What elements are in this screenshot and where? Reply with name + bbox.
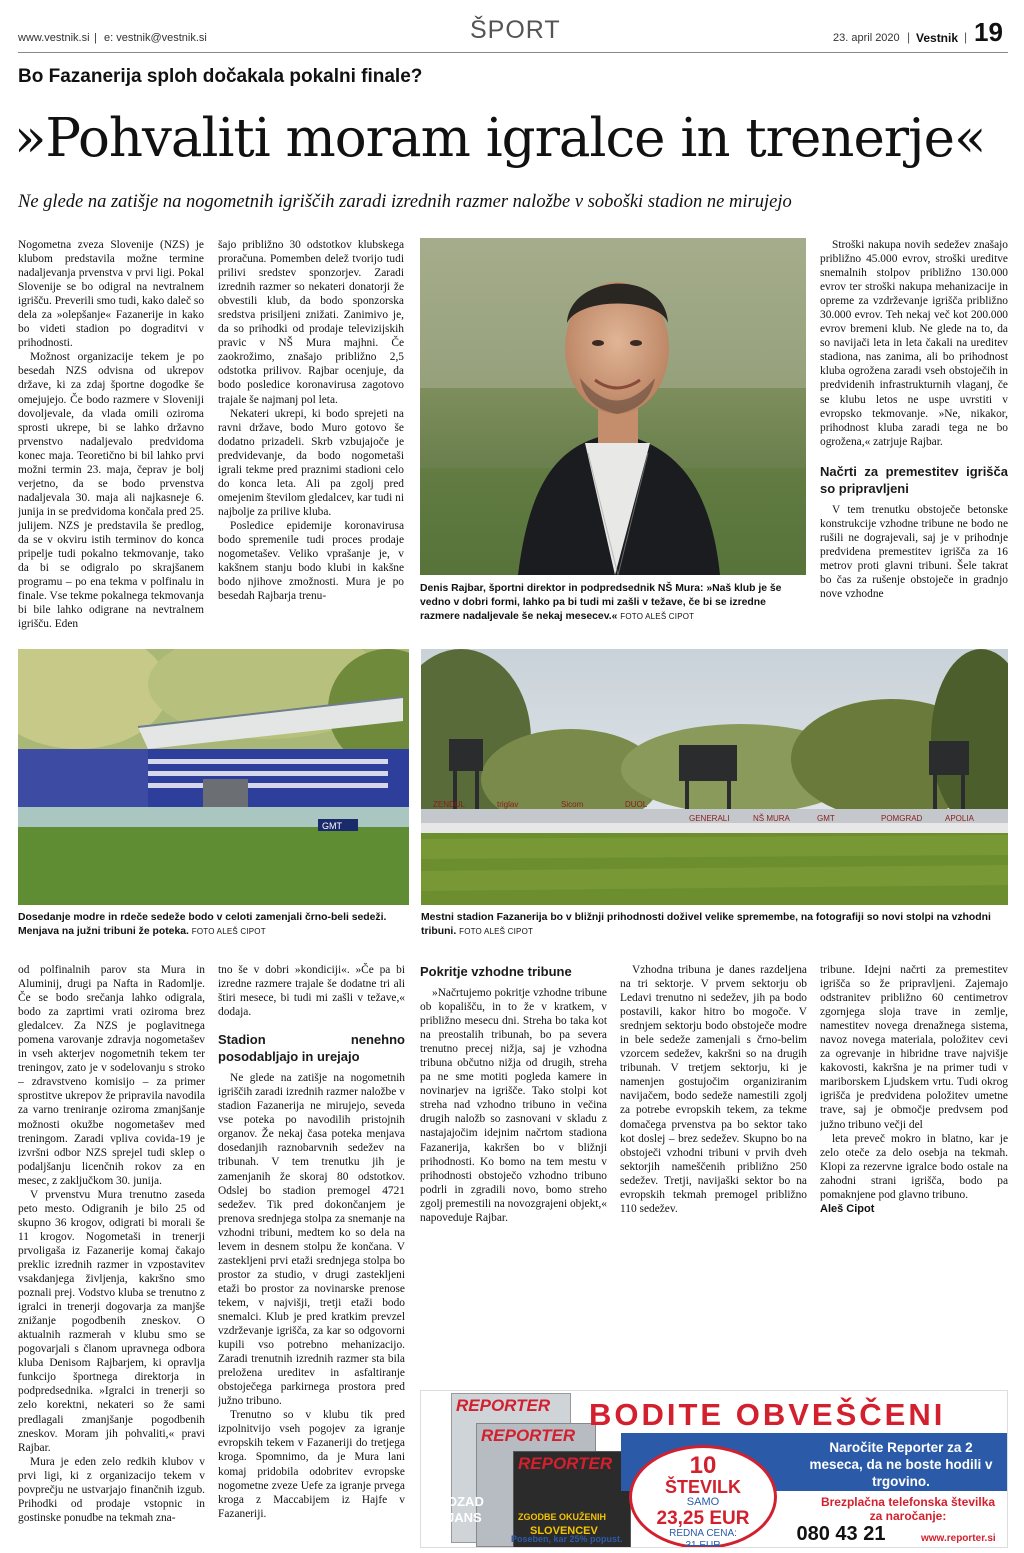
stadium-sign: triglav — [497, 800, 519, 809]
column-b4 — [620, 963, 807, 1383]
stadium-sign: POMGRAD — [881, 814, 923, 823]
stadium-sign: GENERALI — [689, 814, 730, 823]
article-kicker: Bo Fazanerija sploh dočakala pokalni finale? — [18, 66, 423, 87]
ad-headline: BODITE OBVEŠČENI — [589, 1397, 946, 1432]
stadium-sign: APOLIA — [945, 814, 974, 823]
paragraph: Vzhodna tribuna je danes razdeljena na tri sektorje. V prvem sektorju ob Ledavi trenutno ni sedežev, jih pa bodo postavili, kakor hitro bo mogoče. V srednjem sektorju bodo obstoječe modre in bele sedeže zamenjali s črno-belim vzorcem sedežev, kakršni so na drugih tribunah. V tretjem sektorju, ki je namenjen gostujočim organiziranim navijačem, bodo sedeže namestili zgolj za potrebe evropskih tekem, za tekme domačega prvenstva pa bo sektor tako kot doslej – brez sedežev. Skupno bo na obstoječi vzhodni tribuni v prvih dveh sektorjih nameščenih približno 250 sedežev. Tretji, navijaški sektor bo na evropskih tekmah premogel približno 110 sedežev. — [620, 964, 807, 1215]
header-rule — [18, 52, 1008, 53]
paragraph: Ne glede na zatišje na nogometnih igriščih zaradi izrednih razmer naložbe v stadion Fazanerija ne mirujejo, seveda vse poteka po navodilih pristojnih organov. Že nekaj časa poteka menjava dosedanjih raznobarvnih sedežev na tribunah. V tem trenutku jih je zamenjanih že skoraj 80 odstotkov. Odslej bo stadion premogel 4721 sedežev. Tik pred dokončanjem je prenova srednjega stolpa za snemanje na vzhodni tribuni, medtem ko so dela na levem in desnem stolpu že končana. V zastekljeni prvi etaži srednjega stolpa bo prostor za studio, v drugi zastekljeni etaži bo prostor za novinarske prenose tekem, v najvišji, tretji etaži bodo snemalci. Klub je pred kratkim prevzel vzdrževanje igrišča, za kar so odgovorni kupili vso potrebno mehanizacijo. Zaradi trenutnih izrednih razmer sta bila preložena ureditev in asfaltiranje obstoječega parkirnega prostora pred južno tribuno. — [218, 1072, 405, 1408]
cover-masthead: REPORTER — [481, 1426, 576, 1445]
stadium-east-image — [421, 649, 1008, 905]
ad-discount: Poseben, kar 25% popust. — [511, 1534, 623, 1544]
paragraph: tribune. Idejni načrti za premestitev igrišča so že pripravljeni. Zajemajo odstranitev približno 60 centimetrov zgornjega sloja trave in zemlje, namestitev novega drenažnega sistema, navoz novega materiala, položitev cevi za ogrevanje in hibridne trave najvišje kakovosti, kakršna je na primer tudi v mariborskem Ljudskem vrtu. Tudi okrog igrišča je predvidena položitev umetne trave, saj je območje predvsem pod južno tribuno večji del — [820, 964, 1008, 1131]
paragraph: Nogometna zveza Slovenije (NZS) je klubom predstavila možne termine nadaljevanja prvenstva v prvi ligi. Pokal Slovenije se bo odigral na nevtralnem igrišču. Preverili smo tudi, kako daleč so dela za »olepšanje« Fazanerije in kako bo videti stadion po dograditvi v prihodnosti. — [18, 239, 204, 350]
page-number: 19 — [974, 17, 1003, 47]
badge-regular-price: 31 EUR — [685, 1540, 721, 1548]
ad-url[interactable]: www.reporter.si — [921, 1533, 996, 1544]
header-sep-3: | — [964, 30, 968, 44]
author-signature: Aleš Cipot — [820, 1202, 875, 1215]
column-1 — [18, 238, 204, 638]
paragraph: V tem trenutku obstoječe betonske konstrukcije vzhodne tribune ne bodo ne rušili ne dograjevali, saj je v prihodnje predvidena premestitev igrišča za 16 metrov proti glavni tribuni. Šele takrat bo čas za rušenje obstoječe in gradnjo nove vzhodne — [820, 503, 1008, 600]
stadium-photo-east — [421, 649, 1008, 905]
subheading: Pokritje vzhodne tribune — [420, 964, 572, 979]
cover-headline: SLOVENCEV — [530, 1525, 598, 1537]
portrait-credit: FOTO ALEŠ CIPOT — [620, 612, 695, 621]
cover-masthead: REPORTER — [456, 1396, 551, 1415]
paragraph: Možnost organizacije tekem je po besedah NZS odvisna od ukrepov države, ki za zdaj športne dogodke še omejujejo. Če bodo razmere v Sloveniji dovoljevale, da vlada omili oziroma sprosti ukrepe, bi se lahko državno prvenstvo nadaljevalo predvidoma konec maja. Teoretično bi bil lahko prvi možni termin 23. maja, čeprav je bolj verjetno, da se bodo prvenstva nadaljevala 30. maja ali najkasneje 6. junija in se predvidoma končala pred 25. julijem. NZS je predstavila še predlog, da se v okviru istih terminov do konca pripelje tudi pokalno tekmovanje, tako da bi se odigralo po skrajšanem programu – po ena tekma v polfinalu in finale. Vse tekme pokalnega tekmovanja bi bile lahko odigrane na nevtralnem igrišču. Eden — [18, 351, 204, 631]
paragraph: V prvenstvu Mura trenutno zaseda peto mesto. Odigranih je bilo 25 od skupno 36 krogov, odigrati bi morali še 11 krogov. Nogometaši in trenerji prvoligaša iz Fazanerije komaj čakajo preklic izrednih razmer in vzpostavitev vsakdanjega življenja, kakršno smo poznali prej. Vodstvo kluba se trenutno z igralci in trenerji dogovarja za manjše znižanje pogodbenih zneskov. O aktualnih razmerah v klubu smo se pogovarjali s članom upravnega odbora kluba Denisom Rajbarjem, ki opravlja funkcijo športnega direktorja in podpredsednika. »Igralci in trenerji so zelo korektni, nekateri so že sami predlagali zmanjšanje pogodbenih zneskov. Moram jih pohvaliti,« pravi Rajbar. — [18, 1188, 205, 1454]
header-bar — [0, 0, 1024, 60]
paragraph: Stroški nakupa novih sedežev znašajo približno 45.000 evrov, stroški ureditve snemalnih stolpov približno 130.000 evrov ter stroški nakupa mehanizacije in opreme za vzdrževanje igrišča približno 30.000 evrov. Teh nekaj več kot 200.000 evrov bremeni klub. Ne glede na to, da so navijači leta in leta čakali na ureditev stadiona, nas zanima, ali bo prihodnost kluba ogrožena zaradi vseh obstoječih in predvidenih infrastrukturnih vlaganj, če se klubu letos ne uspe uvrstiti v evropsko tekmovanje. »Ne, nikakor, prihodnost kluba zaradi tega ne bo ogrožena,« zatrjuje Rajbar. — [820, 239, 1008, 448]
paragraph: Posledice epidemije koronavirusa bodo spremenile tudi proces prodaje nogometašev. Veliko vprašanje je, v kakšnem stanju bodo klubi in kakšne bodo njihove zmožnosti. Mura je po besedah Rajbarja trenu- — [218, 519, 404, 603]
column-2 — [218, 238, 404, 638]
stadium-sign: ZENDUL — [433, 800, 466, 809]
stadium-sign: Sicom — [561, 800, 584, 809]
header-brand: Vestnik — [916, 31, 959, 45]
column-b2 — [218, 963, 405, 1548]
header-separator: | — [94, 32, 97, 44]
ad-price-badge — [629, 1445, 777, 1548]
paragraph: šajo približno 30 odstotkov klubskega proračuna. Pomemben delež tvorijo tudi prilivi sredstev sponzorjev. Zaradi izrednih razmer so nekateri donatorji že obvestili klub, da bodo sponzorska sredstva prisiljeni znižati. Zanimivo je, da so prihodki od prodaje televizijskih pravic v NŠ Mura majhni. Če zaokrožimo, znašajo približno 2,5 odstotka prilivov. Rajbar ocenjuje, da bodo posledice koronavirusa zagotovo trajale še najmanj pol leta. — [218, 239, 404, 406]
header-sep-2: | — [907, 30, 911, 44]
header-site[interactable]: www.vestnik.si — [18, 32, 90, 44]
badge-price: 23,25 EUR — [656, 1508, 750, 1529]
portrait-photo — [420, 238, 806, 575]
ad-phone-label: Brezplačna telefonska številka za naročanje: — [820, 1495, 996, 1523]
caption-south-tribune — [18, 911, 409, 939]
column-b3 — [420, 963, 607, 1383]
article-lead: Ne glede na zatišje na nogometnih igriščih zaradi izrednih razmer naložbe v soboški stadion ne mirujejo — [18, 192, 792, 212]
subheading: Stadion nenehno posodabljajo in urejajo — [218, 1032, 405, 1065]
cover-line: OZAD — [447, 1494, 484, 1509]
ad-phone-number[interactable]: 080 43 21 — [796, 1523, 886, 1545]
caption-text: Dosedanje modre in rdeče sedeže bodo v celoti zamenjali črno-beli sedeži. Menjava na južni tribuni že poteka. — [18, 912, 387, 937]
subheading: Načrti za premestitev igrišča so pripravljeni — [820, 463, 1008, 496]
header-date: 23. april 2020 — [833, 32, 900, 44]
stadium-sign: GMT — [817, 814, 835, 823]
column-b1 — [18, 963, 205, 1548]
stadium-sign: NŠ MURA — [753, 814, 790, 823]
section-title: ŠPORT — [470, 16, 561, 44]
paragraph: Mura je eden zelo redkih klubov v prvi ligi, ki z organizacijo tekem v povprečju ne ustvarjajo finančnih izgub. Prihodki od prodaje vstopnic in gostinske ponudbe na tekmah zna- — [18, 1455, 205, 1524]
paragraph: tno še v dobri »kondiciji«. »Če pa bi izredne razmere trajale še dodatne tri ali štiri mesece, bi tudi mi zašli v težave,« dodaja. — [218, 964, 405, 1019]
reporter-ad[interactable] — [420, 1390, 1008, 1548]
portrait-caption — [420, 582, 806, 624]
paragraph: Nekateri ukrepi, ki bodo sprejeti na ravni države, bodo Muro gotovo še dodatno prizadeli. Skrb vzbujajoče je predvidevanje, da bodo nogometaši igrali tekme pred praznimi stadioni celo do konca leta. Ali pa zgolj pred omejenim številom gledalcev, kar tudi ni najbolje za prilive kluba. — [218, 407, 404, 518]
portrait-image — [420, 238, 806, 575]
stadium-south-image — [18, 649, 409, 905]
caption-text: Mestni stadion Fazanerija bo v bližnji prihodnosti doživel velike spremembe, na fotografiji so novi stolpi na vzhodni tribuni. — [421, 912, 991, 937]
cover-masthead: REPORTER — [518, 1454, 613, 1473]
caption-east-tribune — [421, 911, 1008, 939]
paragraph: leta preveč mokro in blatno, kar je zelo oteče za delo osebja na tekmah. Klopi za rezervne igralce bodo ostale na zahodni strani igrišča, bodo pa pomaknjene pod glavno tribuno. — [820, 1132, 1008, 1201]
sign-gmt: GMT — [322, 821, 342, 831]
paragraph: od polfinalnih parov sta Mura in Aluminij, drugi pa Nafta in Radomlje. Če se bodo srečanja lahko odigrala, bodo za zaprtimi vrati oziroma brez gledalcev. Za NZS je poglavitnega pomena varovanje zdravja nogometašev in vseh akterjev nogometnih tekem ter treningov, zato je v sodelovanju s stroko – zdravstveno komisijo – za primer sprostitve ukrepov že pripravila navodila za varno treniranje oziroma zmanjšanje možnosti okužbe nogometašev med treningom. Zaradi vpliva covida-19 je izvršni odbor NZS sprejel tudi sklep o podaljšanju licenčnih rokov za en mesec, z zaključkom 30. junija. — [18, 964, 205, 1187]
badge-count: 10 — [689, 1452, 717, 1479]
paragraph: »Načrtujemo pokritje vzhodne tribune ob kopališču, in to že v kratkem, v približno mesecu dni. Streha bo taka kot na preostalih tribunah, bo pa severa trenutno precej nižja, saj je vzhodna tribuna občutno nižja od drugih, streha pa ne sme motiti pogleda kamere in novinarjev na igrišče. Tako stolpi kot streha nad vzhodno tribuno in večina drugih naložb so zasnovani v skladu z nastajajočim idejnim načrtom stadiona Fazanerija, kakršen bo v bližnji prihodnosti. Ko bomo na tem mestu v prihodnosti obstoječo vzhodno tribuno podrli in zgradili novo, bomo streho zgolj premestili na novozgrajeni objekt,« napoveduje Rajbar. — [420, 987, 607, 1224]
column-3 — [820, 238, 1008, 638]
photo-credit: FOTO ALEŠ CIPOT — [191, 927, 266, 936]
badge-regular-label: REDNA CENA: — [669, 1528, 737, 1539]
cover-line: JANS — [447, 1510, 482, 1525]
stadium-photo-south — [18, 649, 409, 905]
ad-offer: Naročite Reporter za 2 meseca, da ne boste hodili v trgovino. — [809, 1440, 993, 1489]
header-email[interactable]: e: vestnik@vestnik.si — [104, 32, 207, 44]
badge-count-label: ŠTEVILK — [664, 1477, 741, 1497]
cover-headline: ZGODBE OKUŽENIH — [518, 1512, 607, 1522]
article-title: »Pohvaliti moram igralce in trenerje« — [14, 108, 986, 169]
column-b5 — [820, 963, 1008, 1383]
stadium-sign: DUOL — [625, 800, 648, 809]
badge-samo: SAMO — [686, 1496, 720, 1508]
photo-credit: FOTO ALEŠ CIPOT — [459, 927, 534, 936]
portrait-caption-text: Denis Rajbar, športni direktor in podpredsednik NŠ Mura: »Naš klub je še vedno v dobri formi, lahko pa bi tudi mi zašli v težave, če bi se izredne razmere nadaljevale še nekaj mesecev.« — [420, 583, 782, 622]
paragraph: Trenutno so v klubu tik pred izpolnitvijo vseh pogojev za igranje evropskih tekem v Fazaneriji do tretjega kroga. Spomnimo, da je Mura lani komaj pridobila odobritev evropske nogometne zveze Uefe za igranje prvega kroga z Maccabijem iz Hajfe v Fazaneriji. — [218, 1409, 405, 1520]
